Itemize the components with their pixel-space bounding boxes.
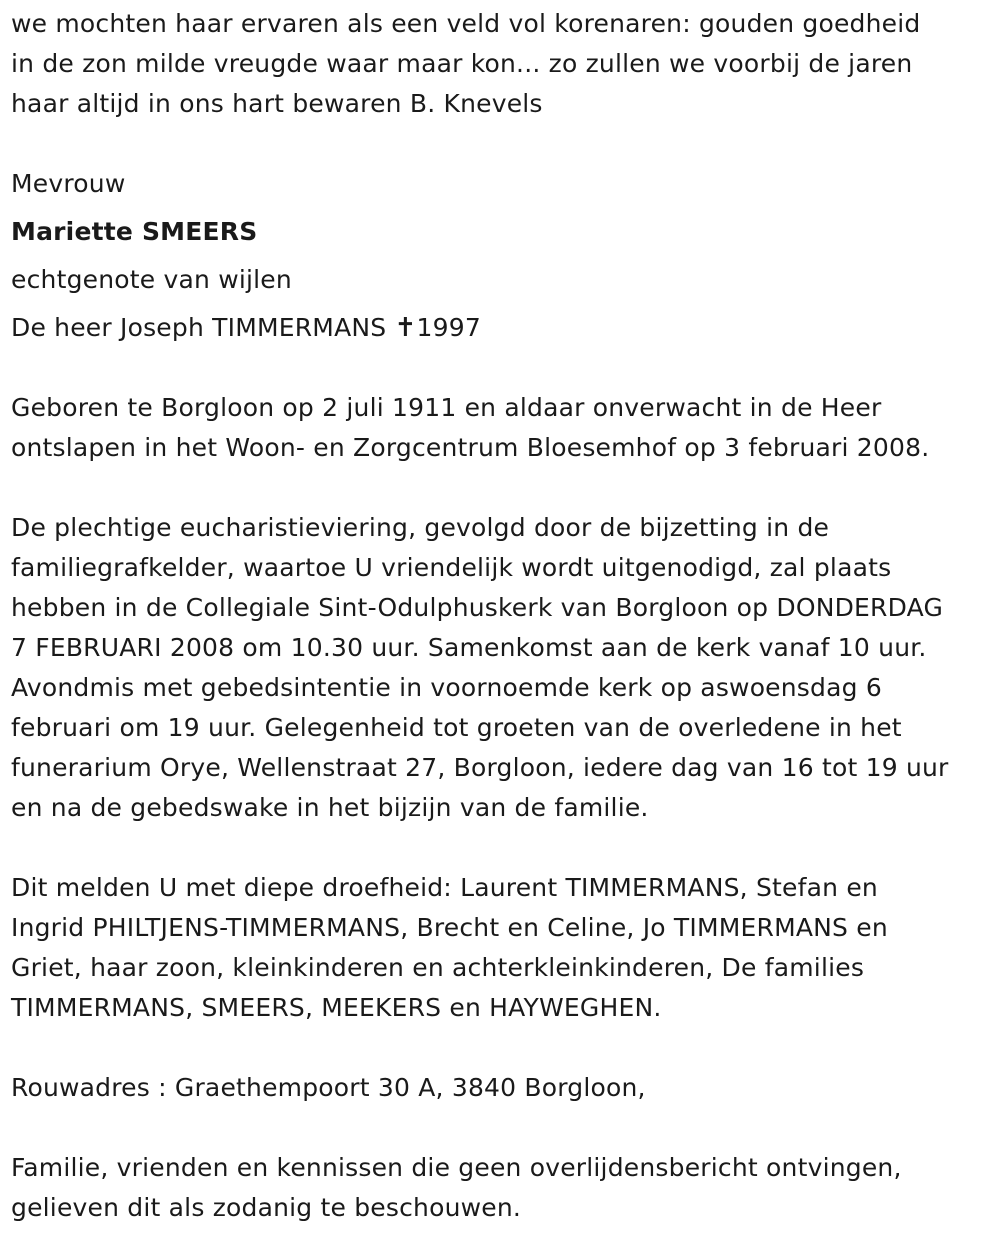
address-paragraph — [11, 1068, 991, 1108]
person-block — [11, 164, 991, 348]
ceremony-line: familiegrafkelder, waartoe U vriendelijk wordt uitgenodigd, zal plaats — [11, 553, 892, 582]
ceremony-line: 7 FEBRUARI 2008 om 10.30 uur. Samenkomst aan de kerk vanaf 10 uur. — [11, 633, 927, 662]
family-line: Ingrid PHILTJENS-TIMMERMANS, Brecht en Celine, Jo TIMMERMANS en — [11, 913, 888, 942]
closing-line: gelieven dit als zodanig te beschouwen. — [11, 1193, 522, 1222]
family-line: Dit melden U met diepe droefheid: Laurent TIMMERMANS, Stefan en — [11, 873, 878, 902]
birth-death-paragraph — [11, 388, 991, 468]
address-line: Rouwadres : Graethempoort 30 A, 3840 Borgloon, — [11, 1073, 646, 1102]
obituary-document — [11, 4, 991, 1228]
poem-paragraph — [11, 4, 991, 124]
spouse-line — [11, 308, 991, 348]
birth-death-line: Geboren te Borgloon op 2 juli 1911 en aldaar onverwacht in de Heer — [11, 393, 882, 422]
closing-line: Familie, vrienden en kennissen die geen overlijdensbericht ontvingen, — [11, 1153, 902, 1182]
ceremony-line: en na de gebedswake in het bijzijn van de familie. — [11, 793, 649, 822]
cross-icon: ✝ — [394, 313, 417, 343]
person-relation: echtgenote van wijlen — [11, 265, 292, 294]
closing-paragraph — [11, 1148, 991, 1228]
poem-line: we mochten haar ervaren als een veld vol korenaren: gouden goedheid — [11, 9, 921, 38]
spacer — [11, 348, 991, 388]
birth-death-line: ontslapen in het Woon- en Zorgcentrum Bloesemhof op 3 februari 2008. — [11, 433, 930, 462]
ceremony-line: hebben in de Collegiale Sint-Odulphuskerk van Borgloon op DONDERDAG — [11, 593, 944, 622]
person-name: Mariette SMEERS — [11, 217, 258, 246]
ceremony-paragraph — [11, 508, 991, 828]
spouse-name: De heer Joseph TIMMERMANS — [11, 313, 387, 342]
ceremony-line: februari om 19 uur. Gelegenheid tot groeten van de overledene in het — [11, 713, 902, 742]
poem-line: haar altijd in ons hart bewaren B. Knevels — [11, 89, 543, 118]
spouse-year: 1997 — [416, 313, 481, 342]
family-paragraph — [11, 868, 991, 1028]
poem-line: in de zon milde vreugde waar maar kon... zo zullen we voorbij de jaren — [11, 49, 913, 78]
ceremony-line: De plechtige eucharistieviering, gevolgd door de bijzetting in de — [11, 513, 830, 542]
ceremony-line: funerarium Orye, Wellenstraat 27, Borgloon, iedere dag van 16 tot 19 uur — [11, 753, 949, 782]
spacer — [11, 1028, 991, 1068]
family-line: TIMMERMANS, SMEERS, MEEKERS en HAYWEGHEN. — [11, 993, 662, 1022]
spacer — [11, 468, 991, 508]
spacer — [11, 828, 991, 868]
person-title: Mevrouw — [11, 169, 126, 198]
spacer — [11, 124, 991, 164]
family-line: Griet, haar zoon, kleinkinderen en achterkleinkinderen, De families — [11, 953, 865, 982]
spacer — [11, 1108, 991, 1148]
ceremony-line: Avondmis met gebedsintentie in voornoemde kerk op aswoensdag 6 — [11, 673, 882, 702]
